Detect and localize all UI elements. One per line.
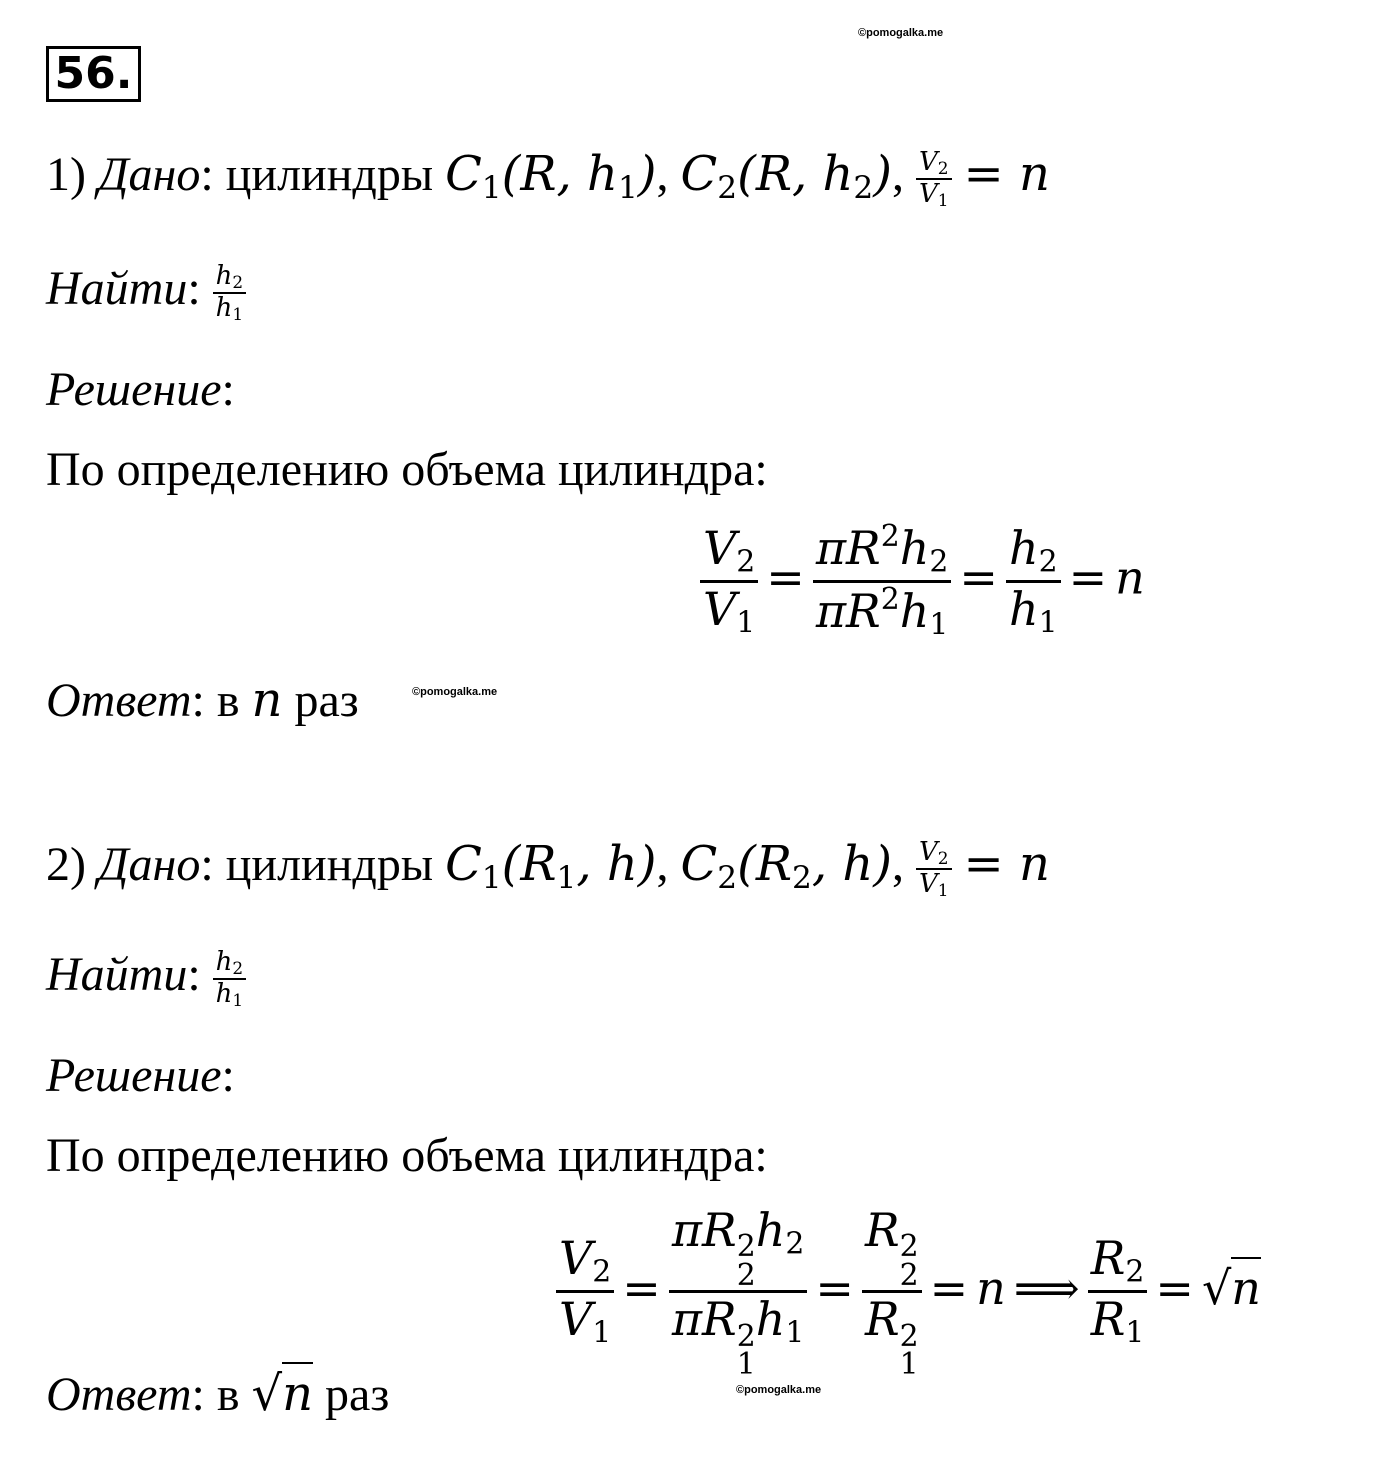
part1-given-label: Дано	[97, 147, 201, 201]
part1-formula: $\frac{V_2}{V_1}$ = $\frac{\pi R^2h_2}{\pi R^2h_1}$ = $\frac{h_2}{h_1}$ = n	[700, 520, 1145, 643]
watermark-middle: ©pomogalka.me	[412, 686, 498, 698]
part1-definition-text: По определению объема цилиндра:	[46, 443, 768, 496]
part2-find-ratio: $\frac{h_2}{h_1}$	[213, 948, 247, 1010]
part2-prefix: 2)	[46, 837, 86, 891]
part1-volume-ratio: $\frac{V_2}{V_1}$	[916, 148, 952, 210]
part1-find-label: Найти	[46, 261, 188, 315]
part2-formula-r-squared-ratio: R 2 2 R 2 1	[862, 1204, 922, 1380]
part2-answer-prefix: в	[216, 1368, 240, 1421]
part1-cylinder-1: $C_1(R$, $h_1$)	[445, 145, 657, 206]
part2-given-line: 2) Дано: цилиндры $C_1(R_1$, h), $C_2(R_2$, h), $\frac{V_2}{V_1}$ = n	[46, 835, 1050, 901]
part2-equals-n: = n	[963, 835, 1050, 892]
part2-definition-text: По определению объема цилиндра:	[46, 1129, 768, 1182]
part2-formula: $\frac{V_2}{V_1}$ = πR 2 2 $h_2$ πR 2 1 $h_1$ = R 2 2 R 2 1 = n ⟹ $\frac{R_2}{R_1}$ = √n	[556, 1204, 1261, 1380]
problem-number: 56.	[46, 46, 141, 102]
part2-answer-line: Ответ: в √n раз	[46, 1370, 389, 1419]
part2-volume-ratio: $\frac{V_2}{V_1}$	[916, 838, 952, 900]
watermark-bottom: ©pomogalka.me	[736, 1384, 822, 1396]
part2-answer-label: Ответ	[46, 1368, 192, 1421]
part1-answer-value: n	[251, 672, 283, 728]
part1-equals-n: = n	[963, 145, 1050, 202]
part2-answer-suffix: раз	[325, 1368, 390, 1421]
part2-find-line: Найти: $\frac{h_2}{h_1}$	[46, 948, 246, 1010]
part1-answer-label: Ответ	[46, 674, 192, 727]
part1-find-line: Найти: $\frac{h_2}{h_1}$	[46, 262, 246, 324]
part1-solution-label: Решение	[46, 363, 222, 416]
part1-formula-v-ratio: $\frac{V_2}{V_1}$	[700, 522, 758, 641]
part2-cylinder-2: $C_2(R_2$, h)	[680, 835, 892, 896]
part1-given-text: цилиндры	[225, 147, 434, 201]
part2-solution-label: Решение	[46, 1049, 222, 1102]
part2-given-text: цилиндры	[225, 837, 434, 891]
part2-formula-v-ratio: $\frac{V_2}{V_1}$	[556, 1232, 614, 1351]
part2-formula-r-ratio: $\frac{R_2}{R_1}$	[1088, 1232, 1148, 1351]
part2-cylinder-1: $C_1(R_1$, h)	[445, 835, 657, 896]
part1-cylinder-2: $C_2(R$, $h_2$)	[680, 145, 892, 206]
watermark-top: ©pomogalka.me	[858, 27, 944, 39]
part2-formula-volume-ratio: πR 2 2 $h_2$ πR 2 1 $h_1$	[669, 1204, 808, 1380]
part1-formula-volume-ratio: $\frac{\pi R^2h_2}{\pi R^2h_1}$	[813, 520, 952, 643]
part1-given-line: 1) Дано: цилиндры $C_1(R$, $h_1$), $C_2(R$, $h_2$), $\frac{V_2}{V_1}$ = n	[46, 145, 1050, 211]
part2-formula-sqrt: √n	[1202, 1257, 1261, 1315]
part2-solution-line: Решение:	[46, 1049, 235, 1102]
part2-answer-value: n	[282, 1362, 313, 1422]
part2-given-label: Дано	[97, 837, 201, 891]
part1-solution-line: Решение:	[46, 363, 235, 416]
part1-formula-h-ratio: $\frac{h_2}{h_1}$	[1006, 522, 1061, 641]
part1-answer-prefix: в	[216, 674, 240, 727]
part1-answer-line: Ответ: в n раз	[46, 672, 359, 728]
part1-find-ratio: $\frac{h_2}{h_1}$	[213, 262, 247, 324]
part1-answer-suffix: раз	[294, 674, 359, 727]
part1-prefix: 1)	[46, 147, 86, 201]
part2-answer-sqrt-icon: √	[251, 1366, 283, 1422]
part2-find-label: Найти	[46, 947, 188, 1001]
